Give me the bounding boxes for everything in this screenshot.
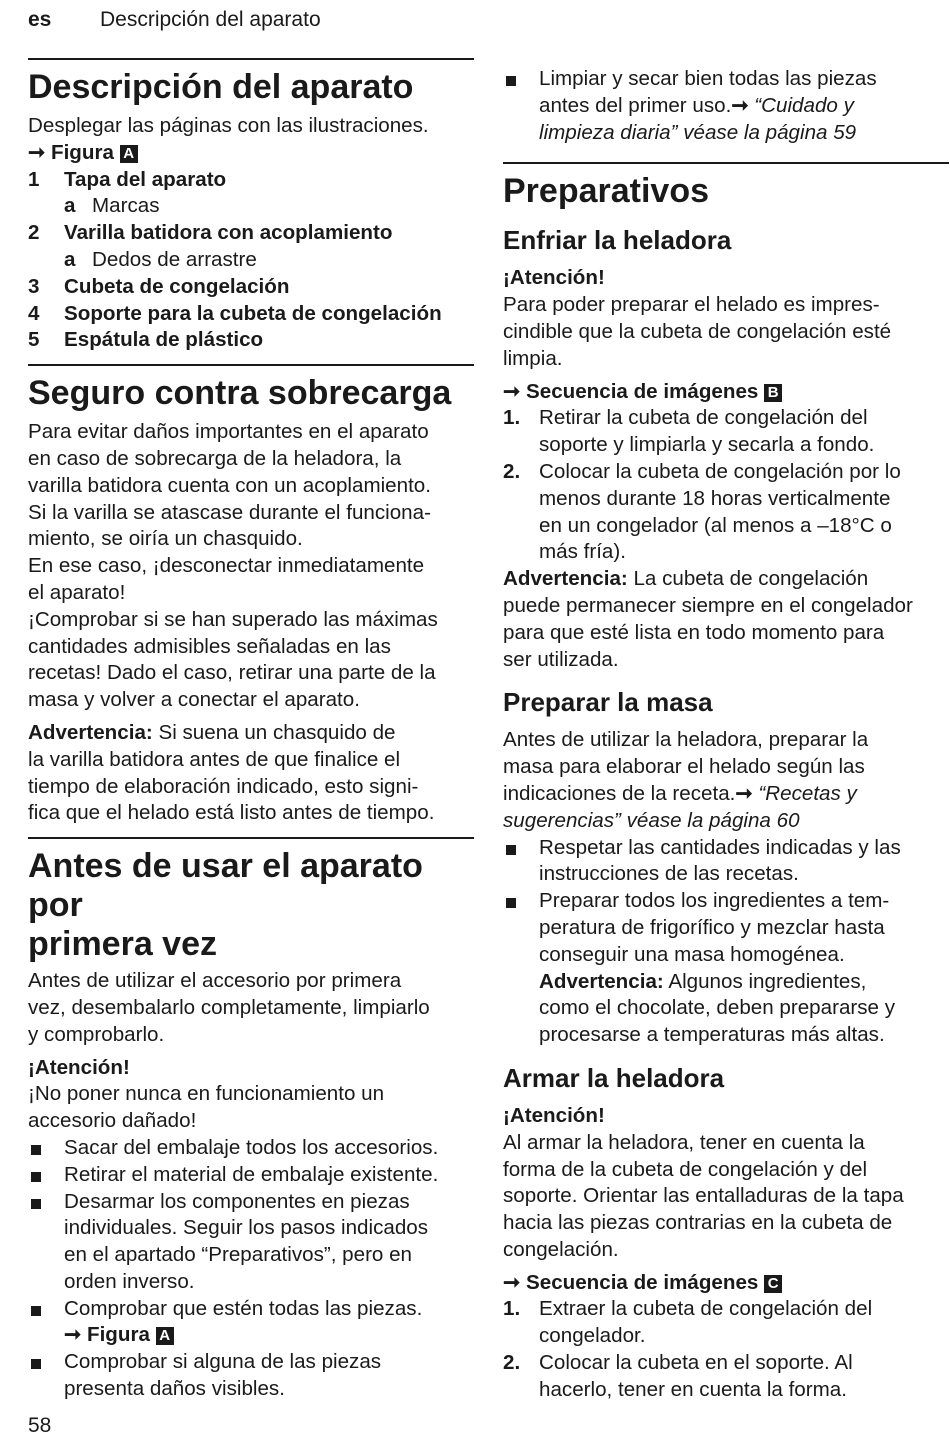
figure-letter-badge: C xyxy=(764,1275,782,1293)
list-item: Desarmar los componentes en piezas individuales. Seguir los pasos indicados en el apartado “Preparativos”, pero en orden inverso. xyxy=(28,1189,474,1296)
running-header-title: Descripción del aparato xyxy=(100,8,321,31)
attention-text: ¡No poner nunca en funcionamiento un accesorio dañado! xyxy=(28,1082,385,1133)
first-use-paragraph: Antes de utilizar el accesorio por primera vez, desembalarlo completamente, limpiarlo y comprobarlo. xyxy=(28,969,430,1046)
list-item: Retirar el material de embalaje existente. xyxy=(28,1162,474,1189)
right-column xyxy=(503,66,949,1404)
cool-paragraph: Para poder preparar el helado es impres- cindible que la cubeta de congelación esté limpia. xyxy=(503,293,892,370)
left-column xyxy=(28,58,474,1403)
assemble-steps xyxy=(503,1296,949,1403)
section-title-preparations: Preparativos xyxy=(503,172,709,211)
arrow-icon: ➞ xyxy=(64,1323,82,1347)
parts-item: 5 Espátula de plástico xyxy=(28,328,264,352)
image-sequence-reference: ➞ Secuencia de imágenes C xyxy=(503,1270,949,1297)
section-title-overload: Seguro contra sobrecarga xyxy=(28,374,452,413)
section-rule xyxy=(28,364,474,366)
list-item: Respetar las cantidades indicadas y las instrucciones de las recetas. xyxy=(503,835,949,889)
figure-reference: ➞ Figura A xyxy=(28,140,474,167)
subsection-title-mixture: Preparar la masa xyxy=(503,687,713,718)
subsection-title-cool: Enfriar la heladora xyxy=(503,225,732,256)
arrow-icon: ➞ xyxy=(503,379,521,403)
cool-note: Advertencia: La cubeta de congelación puede permanecer siempre en el congelador para que esté lista en todo momento para ser utilizada. xyxy=(503,567,913,671)
arrow-icon: ➞ xyxy=(731,93,749,117)
section-title-description: Descripción del aparato xyxy=(28,68,414,106)
step-item: 1. Retirar la cubeta de congelación del soporte y limpiarla y secarla a fondo. xyxy=(503,406,875,457)
list-item: Comprobar si alguna de las piezas presenta daños visibles. xyxy=(28,1349,474,1403)
first-use-bullets xyxy=(28,1135,474,1403)
overload-paragraph: Para evitar daños importantes en el aparato en caso de sobrecarga de la heladora, la varilla batidora cuenta con un acoplamiento. Si la varilla se atascase durante el funciona- miento, se oiría un chasquido. En ese caso, ¡desconectar inmediatamente el aparato! ¡Comprobar si se han superado las máximas cantidades admisibles señaladas en las recetas! Dado el caso, retirar una parte de la masa y volver a conectar el aparato. xyxy=(28,420,438,712)
figure-letter-badge: A xyxy=(120,145,138,163)
figure-reference: ➞ Figura A xyxy=(64,1323,174,1346)
parts-item: 1 Tapa del aparato xyxy=(28,167,227,191)
attention-label: ¡Atención! xyxy=(503,266,605,290)
parts-subitem: a Marcas xyxy=(64,194,160,218)
arrow-icon: ➞ xyxy=(503,1270,521,1294)
intro-text: Desplegar las páginas con las ilustraciones. xyxy=(28,114,429,137)
note-label: Advertencia: xyxy=(539,969,664,993)
note-label: Advertencia: xyxy=(28,720,153,744)
parts-item: 2 Varilla batidora con acoplamiento xyxy=(28,221,393,245)
language-code: es xyxy=(28,8,52,31)
mixture-paragraph: Antes de utilizar la heladora, preparar la masa para elaborar el helado según las indicaciones de la receta.➞ “Recetas y sugerencias” véase la página 60 xyxy=(503,728,869,832)
attention-label: ¡Atención! xyxy=(503,1103,605,1127)
parts-list xyxy=(28,167,474,355)
image-sequence-reference: ➞ Secuencia de imágenes B xyxy=(503,379,949,406)
section-rule xyxy=(28,58,474,60)
list-item: Limpiar y secar bien todas las piezas antes del primer uso.➞ “Cuidado y limpieza diaria” véase la página 59 xyxy=(503,66,949,146)
list-item: Sacar del embalaje todos los accesorios. xyxy=(28,1135,474,1162)
section-rule xyxy=(503,162,949,164)
section-title-first-use: Antes de usar el aparato por primera vez xyxy=(28,847,423,964)
step-item: 2. Colocar la cubeta de congelación por lo menos durante 18 horas verticalmente en un congelador (al menos a –18°C o más fría). xyxy=(503,459,901,564)
cool-steps xyxy=(503,405,949,566)
list-item: Comprobar que estén todas las piezas. ➞ Figura A xyxy=(28,1296,474,1350)
overload-note: Advertencia: Si suena un chasquido de la varilla batidora antes de que finalice el tiempo de elaboración indicado, esto signi- fica que el helado está listo antes de tiempo. xyxy=(28,720,435,825)
note-label: Advertencia: xyxy=(503,567,628,591)
list-item: Preparar todos los ingredientes a tem- peratura de frigorífico y mezclar hasta conseguir una masa homogénea. Advertencia: Algunos ingredientes, como el chocolate, deben prepararse y procesarse a temperaturas más altas. xyxy=(503,888,949,1049)
mixture-bullets xyxy=(503,835,949,1049)
parts-item: 3 Cubeta de congelación xyxy=(28,274,290,298)
figure-letter-badge: B xyxy=(764,384,782,402)
figure-letter-badge: A xyxy=(156,1327,174,1345)
attention-label: ¡Atención! xyxy=(28,1055,130,1079)
parts-subitem: a Dedos de arrastre xyxy=(64,247,257,271)
step-item: 2. Colocar la cubeta en el soporte. Al hacerlo, tener en cuenta la forma. xyxy=(503,1351,853,1401)
parts-item: 4 Soporte para la cubeta de congelación xyxy=(28,301,442,325)
arrow-icon: ➞ xyxy=(735,781,753,805)
section-rule xyxy=(28,837,474,839)
assemble-paragraph: Al armar la heladora, tener en cuenta la forma de la cubeta de congelación y del soporte. Orientar las entalladuras de la tapa hacia las piezas contrarias en la cubeta de congelación. xyxy=(503,1130,904,1261)
subsection-title-assemble: Armar la heladora xyxy=(503,1062,725,1093)
arrow-icon: ➞ xyxy=(28,140,46,164)
page-number: 58 xyxy=(28,1414,52,1437)
step-item: 1. Extraer la cubeta de congelación del congelador. xyxy=(503,1297,873,1348)
